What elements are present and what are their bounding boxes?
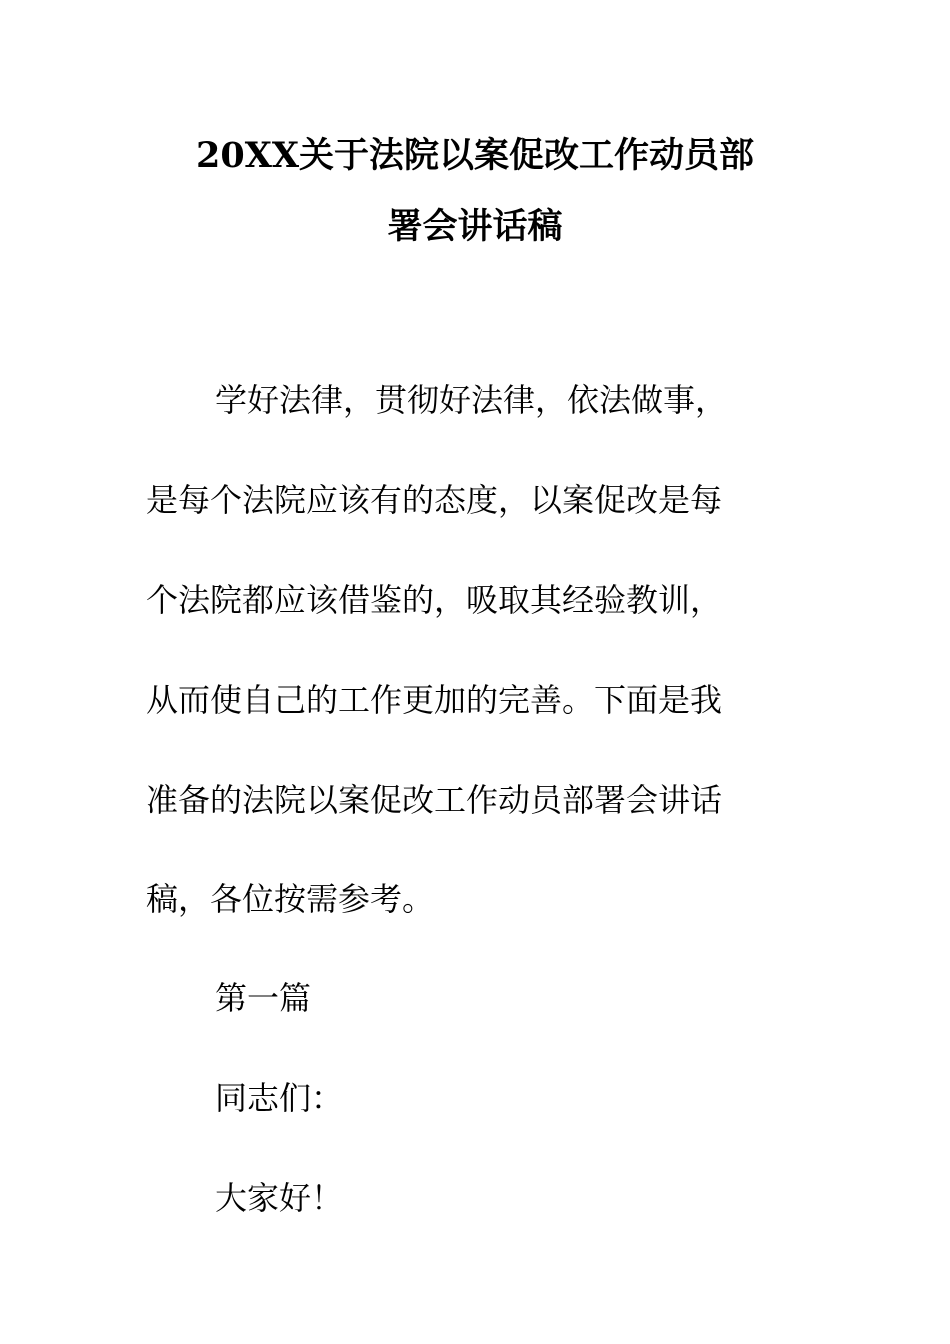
document-title-line-2: 署会讲话稿	[387, 206, 563, 247]
paragraph-line-2: 是每个法院应该有的态度，以案促改是每	[146, 481, 723, 519]
paragraph-line-6: 稿，各位按需参考。	[146, 880, 435, 918]
paragraph-line-5: 准备的法院以案促改工作动员部署会讲话	[146, 781, 723, 819]
paragraph-line-1: 学好法律，贯彻好法律，依法做事，	[215, 381, 728, 419]
greeting: 大家好！	[215, 1179, 344, 1217]
document-title-line-1: 20XX关于法院以案促改工作动员部	[195, 135, 755, 176]
section-heading: 第一篇	[215, 979, 312, 1017]
paragraph-line-3: 个法院都应该借鉴的，吸取其经验教训，	[146, 581, 723, 619]
salutation: 同志们：	[215, 1079, 344, 1117]
paragraph-line-4: 从而使自己的工作更加的完善。下面是我	[146, 681, 723, 719]
